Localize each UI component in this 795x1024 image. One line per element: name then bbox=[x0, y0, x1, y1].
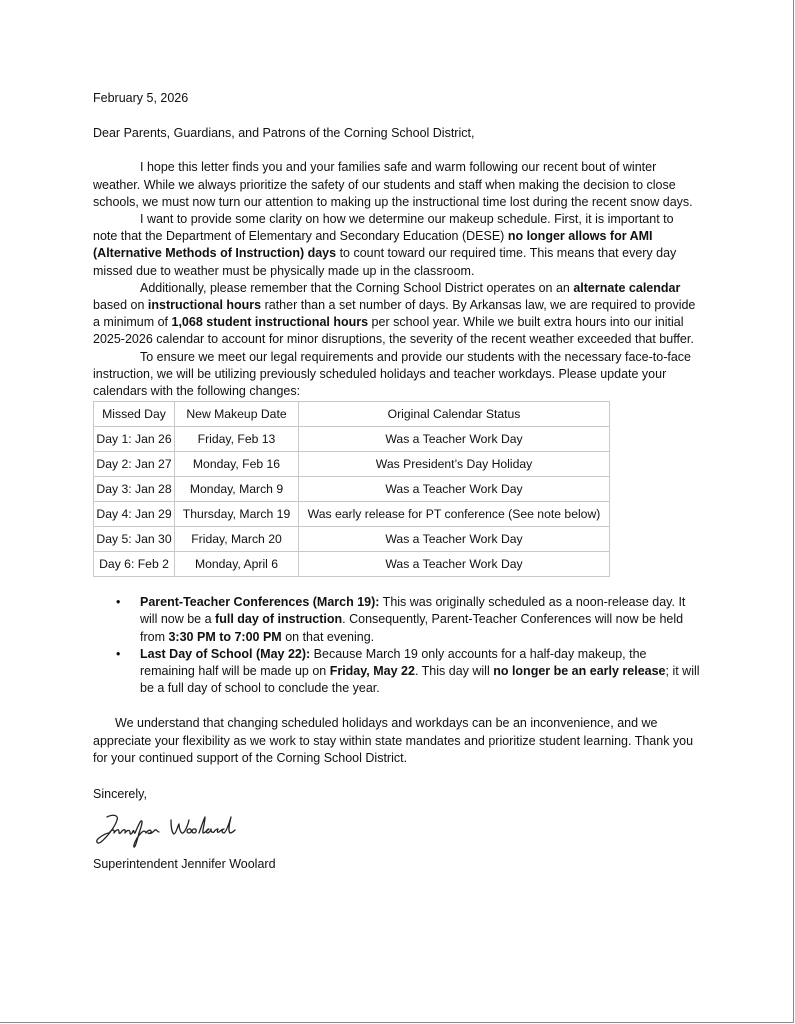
bold-run: full day of instruction bbox=[215, 612, 343, 627]
cell-missed-day: Day 4: Jan 29 bbox=[94, 502, 175, 527]
table-row bbox=[94, 427, 610, 452]
bold-run: Parent-Teacher Conferences (March 19): bbox=[140, 595, 380, 610]
cell-original-status: Was a Teacher Work Day bbox=[299, 477, 610, 502]
paragraph-intro: I hope this letter finds you and your families safe and warm following our recent bout of winter weather. While we always prioritize the safety of our students and staff when making the decision to close schools, we must now turn our attention to making up the instructional time lost during the recent snow days. bbox=[93, 160, 693, 209]
header-original-status: Original Calendar Status bbox=[299, 402, 610, 427]
text-run: based on bbox=[93, 298, 148, 313]
signature-image bbox=[93, 811, 253, 853]
table-row bbox=[94, 527, 610, 552]
cell-makeup-date: Friday, March 20 bbox=[175, 527, 299, 552]
cell-original-status: Was a Teacher Work Day bbox=[299, 552, 610, 577]
text-run: on that evening. bbox=[281, 629, 375, 644]
cell-missed-day: Day 2: Jan 27 bbox=[94, 452, 175, 477]
cell-missed-day: Day 6: Feb 2 bbox=[94, 552, 175, 577]
notes-list bbox=[93, 594, 700, 697]
table-row bbox=[94, 552, 610, 577]
bold-run: no longer be an early release bbox=[493, 664, 666, 679]
table-row bbox=[94, 477, 610, 502]
sign-off: Sincerely, bbox=[93, 787, 147, 802]
paragraph-closing: We understand that changing scheduled holidays and workdays can be an inconvenience, and we appreciate your flexibility as we work to stay within state mandates and prioritize student learning. Thank you for your continued support of the Corning School District. bbox=[93, 716, 694, 765]
note-last-day-of-school bbox=[116, 646, 700, 698]
text-run: rather than a set number of days. By Arkansas law, we are required to provide a minimum of bbox=[93, 298, 696, 330]
bullet-icon: • bbox=[116, 646, 121, 661]
bold-run: 3:30 PM to 7:00 PM bbox=[168, 629, 282, 644]
header-missed-day: Missed Day bbox=[94, 402, 175, 427]
cell-missed-day: Day 3: Jan 28 bbox=[94, 477, 175, 502]
cell-makeup-date: Monday, March 9 bbox=[175, 477, 299, 502]
text-run: . Consequently, Parent-Teacher Conferences will now be held from bbox=[140, 612, 684, 644]
cell-original-status: Was a Teacher Work Day bbox=[299, 527, 610, 552]
bold-run: Friday, May 22 bbox=[329, 664, 415, 679]
cell-makeup-date: Monday, Feb 16 bbox=[175, 452, 299, 477]
bold-run: no longer allows for AMI (Alternative Methods of Instruction) days bbox=[93, 229, 653, 261]
salutation: Dear Parents, Guardians, and Patrons of the Corning School District, bbox=[93, 126, 475, 141]
cell-makeup-date: Thursday, March 19 bbox=[175, 502, 299, 527]
paragraph-schedule-intro: To ensure we meet our legal requirements and provide our students with the necessary face-to-face instruction, we will be utilizing previously scheduled holidays and teacher workdays. Please update your calendars with the following changes: bbox=[93, 349, 691, 399]
signer-name: Superintendent Jennifer Woolard bbox=[93, 857, 276, 872]
text-run: I want to provide some clarity on how we determine our makeup schedule. First, it is important to note that the Department of Elementary and Secondary Education (DESE) bbox=[93, 212, 674, 244]
bold-run: alternate calendar bbox=[573, 280, 681, 295]
bold-run: Last Day of School (May 22): bbox=[140, 646, 311, 661]
cell-missed-day: Day 1: Jan 26 bbox=[94, 427, 175, 452]
header-new-makeup-date: New Makeup Date bbox=[175, 402, 299, 427]
cell-original-status: Was President’s Day Holiday bbox=[299, 452, 610, 477]
text-run: Because March 19 only accounts for a half-day makeup, the remaining half will be made up on bbox=[140, 646, 647, 679]
paragraph-alternate-calendar bbox=[93, 280, 700, 349]
text-run: Additionally, please remember that the Corning School District operates on an bbox=[140, 280, 574, 295]
cell-original-status: Was a Teacher Work Day bbox=[299, 427, 610, 452]
table-row bbox=[94, 502, 610, 527]
text-run: to count toward our required time. This means that every day missed due to weather must be physically made up in the classroom. bbox=[93, 246, 677, 278]
bold-run: 1,068 student instructional hours bbox=[171, 315, 369, 330]
note-parent-teacher-conferences bbox=[116, 594, 700, 646]
table-header-row bbox=[94, 402, 610, 427]
letter-date: February 5, 2026 bbox=[93, 91, 189, 105]
cell-makeup-date: Friday, Feb 13 bbox=[175, 427, 299, 452]
letter-body bbox=[93, 90, 700, 873]
makeup-schedule-table bbox=[93, 401, 610, 577]
cell-makeup-date: Monday, April 6 bbox=[175, 552, 299, 577]
text-run: ; it will be a full day of school to conclude the year. bbox=[140, 664, 700, 696]
bold-run: instructional hours bbox=[147, 298, 262, 313]
paragraph-ami-policy bbox=[93, 211, 700, 280]
text-run: This was originally scheduled as a noon-release day. It will now be a bbox=[140, 595, 686, 627]
text-run: . This day will bbox=[414, 664, 494, 679]
cell-original-status: Was early release for PT conference (See note below) bbox=[299, 502, 610, 527]
bullet-icon: • bbox=[116, 595, 121, 610]
table-row bbox=[94, 452, 610, 477]
cell-missed-day: Day 5: Jan 30 bbox=[94, 527, 175, 552]
text-run: per school year. While we built extra hours into our initial 2025-2026 calendar to account for minor disruptions, the severity of the recent weather exceeded that buffer. bbox=[93, 315, 694, 347]
